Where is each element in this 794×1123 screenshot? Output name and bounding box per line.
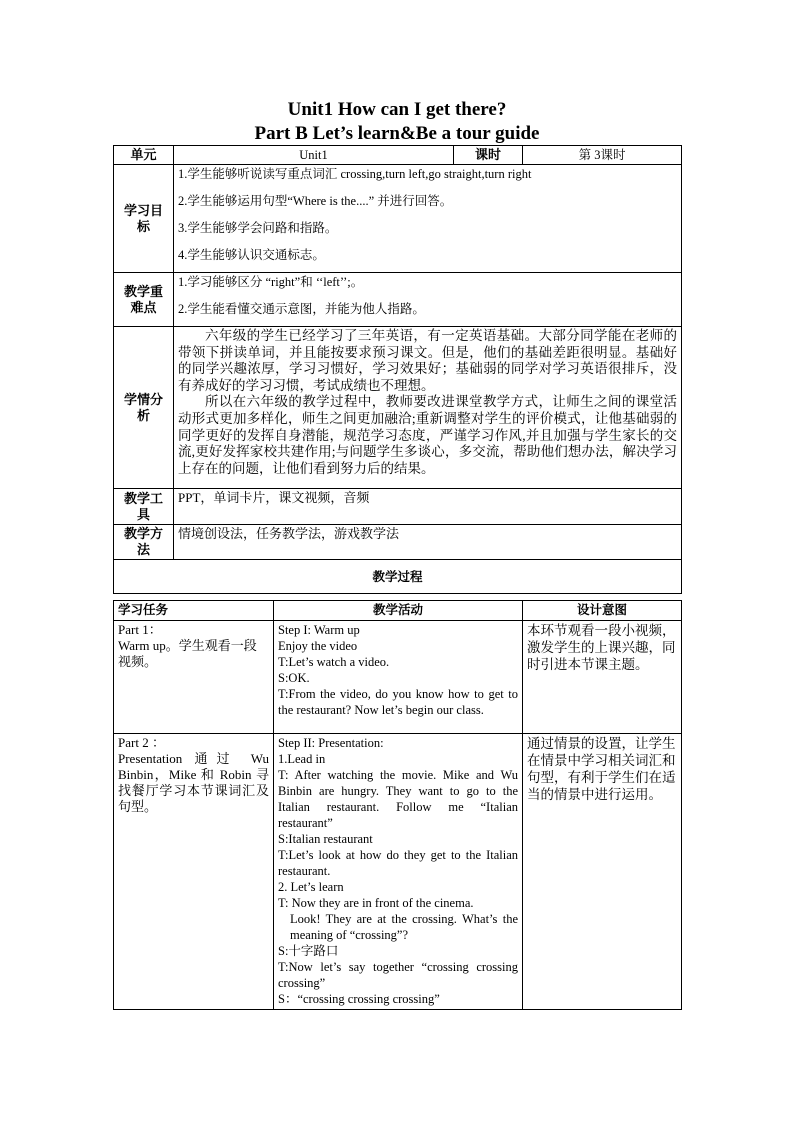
part1-intent: 本环节观看一段小视频，激发学生的上课兴趣，同时引进本节课主题。	[523, 621, 682, 734]
objective-item: 3.学生能够学会问路和指路。	[178, 221, 338, 235]
process-header-row	[114, 601, 682, 621]
part2-activity	[274, 734, 523, 1010]
activity-line: S：“crossing crossing crossing”	[278, 992, 440, 1006]
col-intent-header: 设计意图	[523, 601, 682, 621]
col-task-header: 学习任务	[114, 601, 274, 621]
process-heading: 教学过程	[114, 560, 682, 594]
tools-label: 教学工具	[114, 489, 174, 525]
key-points-label: 教学重难点	[114, 273, 174, 327]
header-row	[114, 146, 682, 165]
part2-task	[114, 734, 274, 1010]
period-value: 第 3课时	[523, 146, 682, 165]
activity-line: 2. Let’s learn	[278, 880, 344, 894]
part1-activity	[274, 621, 523, 734]
activity-line: Enjoy the video	[278, 639, 358, 653]
activity-line: S:OK.	[278, 671, 310, 685]
key-point-item: 1.学习能够区分 “right”和 ‘‘left’’;。	[178, 275, 364, 289]
activity-line: T:Let’s watch a video.	[278, 655, 390, 669]
activity-line: Step I: Warm up	[278, 623, 360, 637]
analysis-paragraph-1: 六年级的学生已经学习了三年英语，有一定英语基础。大部分同学能在老师的带领下拼读单词，并且能按要求预习课文。但是，他们的基础差距很明显。基础好的同学兴趣浓厚，学习习惯好，学习效果好；基础弱的同学对学习英语很排斥，没有养成好的学习习惯，考试成绩也不理想。	[178, 328, 678, 393]
task-title: Part 2 ：	[118, 735, 165, 750]
analysis-content	[174, 327, 682, 489]
objective-item: 2.学生能够运用句型“Where is the....” 并进行回答。	[178, 194, 453, 208]
process-part-row	[114, 734, 682, 1010]
activity-line: T:From the video, do you know how to get to the restaurant? Now let’s begin our class.	[278, 687, 518, 717]
activity-line: T: Now they are in front of the cinema.	[278, 896, 474, 910]
objectives-content	[174, 165, 682, 273]
methods-label: 教学方法	[114, 525, 174, 560]
objectives-label: 学习目标	[114, 165, 174, 273]
unit-value: Unit1	[174, 146, 454, 165]
analysis-row	[114, 327, 682, 489]
activity-line: Step II: Presentation:	[278, 736, 384, 750]
activity-line: T:Let’s look at how do they get to the Italian restaurant.	[278, 848, 518, 878]
activity-line: T: After watching the movie. Mike and Wu Binbin are hungry. They want to go to the Italian restaurant. Follow me “Italian restaurant”	[278, 768, 518, 830]
analysis-label: 学情分析	[114, 327, 174, 489]
task-desc: Warm up。学生观看一段视频。	[118, 638, 257, 669]
objectives-row	[114, 165, 682, 273]
activity-line: S:Italian restaurant	[278, 832, 373, 846]
unit-label: 单元	[114, 146, 174, 165]
activity-line: S:十字路口	[278, 944, 339, 958]
key-points-content	[174, 273, 682, 327]
document-title: Unit1 How can I get there?	[287, 99, 507, 120]
task-title: Part 1：	[118, 622, 162, 637]
lesson-plan-table	[113, 145, 682, 594]
col-activity-header: 教学活动	[274, 601, 523, 621]
task-desc: Presentation 通过 Wu Binbin，Mike 和 Robin 寻找餐厅学习本节课词汇及句型。	[118, 751, 269, 814]
methods-value: 情境创设法，任务教学法，游戏教学法	[174, 525, 682, 560]
analysis-paragraph-2: 所以在六年级的教学过程中，教师要改进课堂教学方式，让师生之间的课堂活动形式更加多样化，师生之间更加融洽;重新调整对学生的评价模式，让他基础弱的同学更好的发挥自身潜能，规范学习态度，严谨学习作风,并且加强与学生家长的交流,更好发挥家校共建作用;与问题学生多谈心，多交流，帮助他们想办法，解决学习上存在的问题，让他们看到努力后的结果。	[178, 394, 678, 476]
key-points-row	[114, 273, 682, 327]
objective-item: 4.学生能够认识交通标志。	[178, 248, 325, 262]
process-table	[113, 600, 682, 1010]
document-subtitle: Part B Let’s learn&Be a tour guide	[254, 123, 540, 144]
tools-value: PPT，单词卡片，课文视频，音频	[174, 489, 682, 525]
process-heading-row	[114, 560, 682, 594]
period-label: 课时	[454, 146, 523, 165]
activity-line: T:Now let’s say together “crossing crossing crossing”	[278, 960, 518, 990]
part1-task	[114, 621, 274, 734]
part2-intent: 通过情景的设置，让学生在情景中学习相关词汇和句型，有利于学生们在适当的情景中进行运用。	[523, 734, 682, 1010]
objective-item: 1.学生能够听说读写重点词汇 crossing,turn left,go straight,turn right	[178, 167, 532, 181]
activity-line: Look! They are at the crossing. What’s the meaning of “crossing”?	[290, 912, 518, 942]
process-part-row	[114, 621, 682, 734]
key-point-item: 2.学生能看懂交通示意图，并能为他人指路。	[178, 302, 425, 316]
methods-row	[114, 525, 682, 560]
tools-row	[114, 489, 682, 525]
activity-line: 1.Lead in	[278, 752, 326, 766]
